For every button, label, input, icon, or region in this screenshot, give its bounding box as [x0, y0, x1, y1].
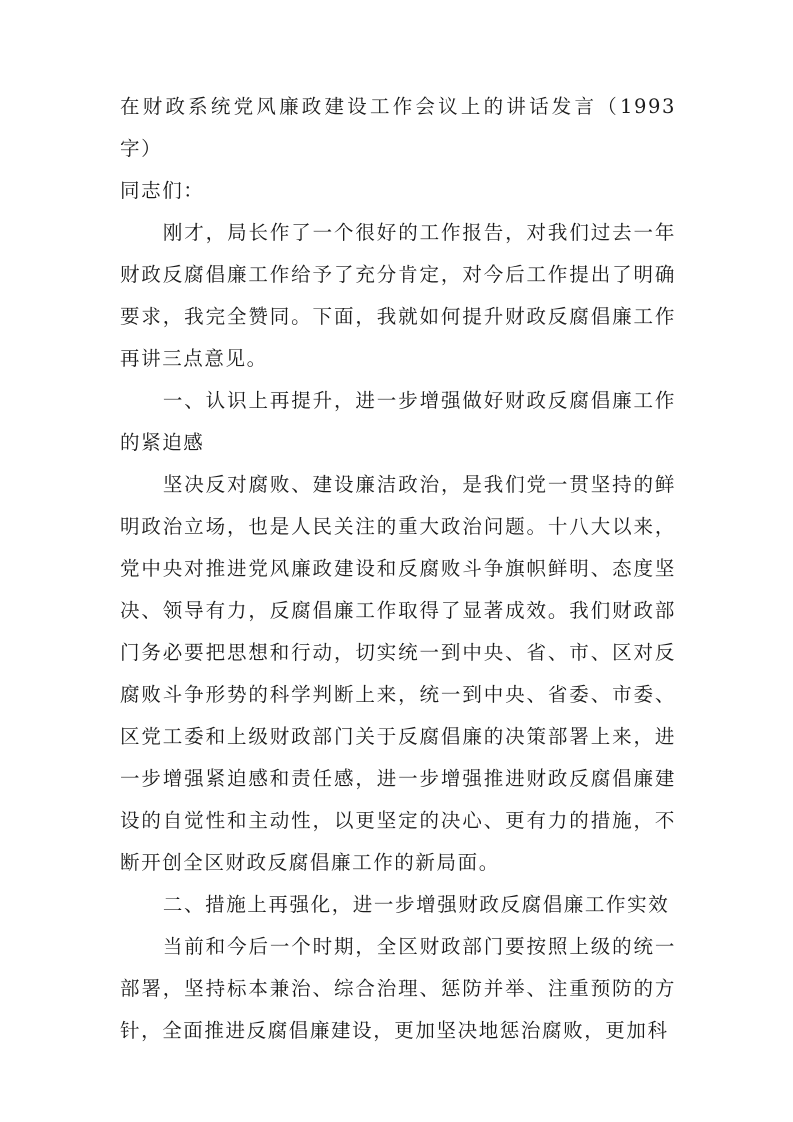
document-page — [120, 86, 676, 1052]
paragraph-intro: 刚才，局长作了一个很好的工作报告，对我们过去一年财政反腐倡廉工作给予了充分肯定，对今后工作提出了明确要求，我完全赞同。下面，我就如何提升财政反腐倡廉工作再讲三点意见。 — [120, 221, 676, 370]
document-title-line: 在财政系统党风廉政建设工作会议上的讲话发言（1993 字） — [120, 95, 676, 160]
section-heading-2: 二、措施上再强化，进一步增强财政反腐倡廉工作实效 — [162, 893, 670, 916]
section-heading-1: 一、认识上再提升，进一步增强做好财政反腐倡廉工作的紧迫感 — [120, 389, 676, 454]
salutation: 同志们： — [120, 179, 205, 202]
paragraph-section-1: 坚决反对腐败、建设廉洁政治，是我们党一贯坚持的鲜明政治立场，也是人民关注的重大政治问题。十八大以来，党中央对推进党风廉政建设和反腐败斗争旗帜鲜明、态度坚决、领导有力，反腐倡廉工作取得了显著成效。我们财政部门务必要把思想和行动，切实统一到中央、省、市、区对反腐败斗争形势的科学判断上来，统一到中央、省委、市委、区党工委和上级财政部门关于反腐倡廉的决策部署上来，进一步增强紧迫感和责任感，进一步增强推进财政反腐倡廉建设的自觉性和主动性，以更坚定的决心、更有力的措施，不断开创全区财政反腐倡廉工作的新局面。 — [120, 473, 676, 874]
paragraph-section-2: 当前和今后一个时期，全区财政部门要按照上级的统一部署，坚持标本兼治、综合治理、惩防并举、注重预防的方针，全面推进反腐倡廉建设，更加坚决地惩治腐败，更加科 — [120, 935, 676, 1042]
